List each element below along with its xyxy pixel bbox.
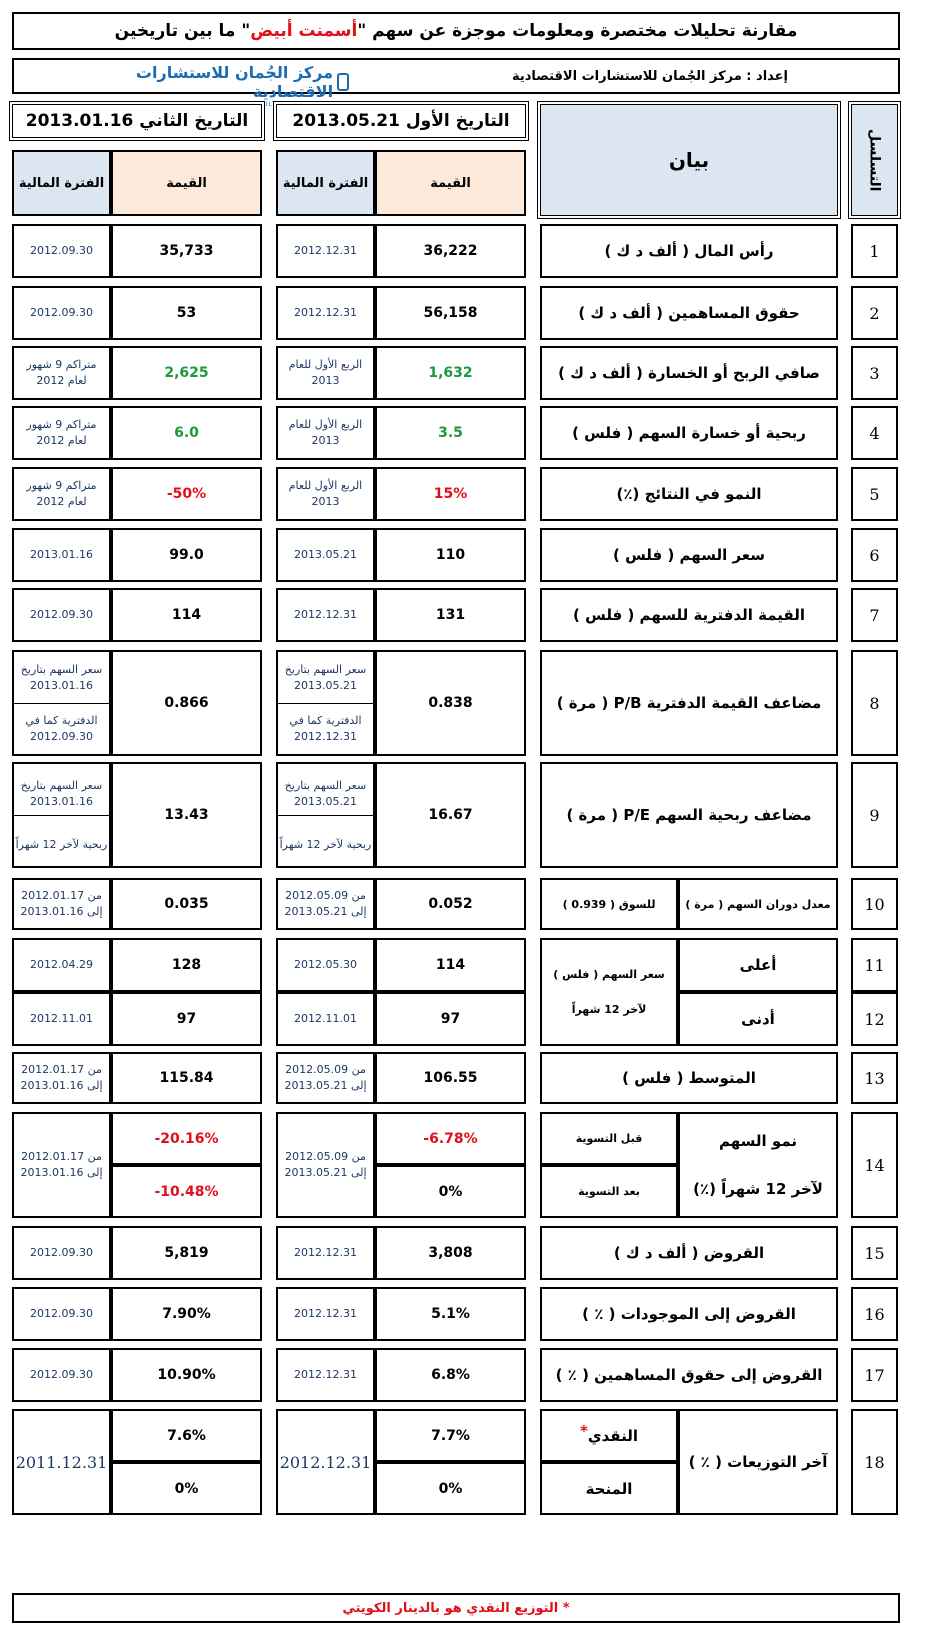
label-14 [678,1112,838,1218]
period2-4-text: متراكم 9 شهور لعام 2012 [26,418,97,447]
value2-14-a-text: -20.16% [154,1130,219,1147]
value1-17-text: 6.8% [431,1367,470,1383]
value2-15 [111,1226,262,1280]
serial-7 [851,588,898,642]
period2-2 [12,286,111,340]
serial-4 [851,406,898,460]
value1-7-text: 131 [435,607,466,623]
value2-1-text: 35,733 [159,243,214,259]
period1-8-a: سعر السهم بتاريخ 2013.05.21 [284,662,367,692]
prepared-by-bar [12,58,900,108]
date1-label: التاريخ الأول 2013.05.21 [292,111,510,131]
period1-9-b: ربحية لآخر 12 شهراً [279,837,372,851]
serial-2-text: 2 [869,303,880,323]
value1-14-b-text: 0% [438,1183,463,1200]
value2-10 [111,878,262,930]
period2-8 [12,650,111,756]
label-9 [540,762,838,868]
period2-7-text: 2012.09.30 [30,608,93,621]
period1-14-b: إلى 2013.05.21 [284,1166,367,1179]
value2-9-text: 13.43 [164,807,209,823]
value1-14-a [375,1112,526,1165]
date1-header [276,104,526,138]
period1-1-text: 2012.12.31 [294,244,357,257]
label-4 [540,406,838,460]
period2-9-b: ربحية لآخر 12 شهراً [15,837,108,851]
serial-11-text: 11 [864,955,885,975]
period2-6 [12,528,111,582]
value1-1 [375,224,526,278]
label-5 [540,467,838,521]
period1-4-text: الربع الأول للعام 2013 [288,418,363,447]
price-range-a: سعر السهم ( فلس ) [553,968,665,981]
serial-header [851,104,898,216]
period2-high-text: 2012.04.29 [30,958,93,971]
value1-13 [375,1052,526,1104]
serial-12-text: 12 [864,1009,885,1029]
value2-7 [111,588,262,642]
label-2-text: حقوق المساهمين ( ألف د ك ) [578,304,800,322]
value1-6 [375,528,526,582]
period1-8-b: الدفترية كما في 2012.12.31 [289,713,362,743]
value2-3-text: 2,625 [164,365,209,381]
period1-18-text: 2012.12.31 [279,1452,372,1472]
period2-1-text: 2012.09.30 [30,244,93,257]
period1-3-text: الربع الأول للعام 2013 [288,358,363,387]
period1-16 [276,1287,375,1341]
value2-1 [111,224,262,278]
value1-16-text: 5.1% [431,1306,470,1322]
period1-8-divider [278,703,373,704]
logo [109,63,349,108]
value-header-1: القيمة [375,150,526,216]
date2-label: التاريخ الثاني 2013.01.16 [25,111,249,131]
period2-18-text: 2011.12.31 [15,1452,108,1472]
value1-15 [375,1226,526,1280]
label-7-text: القيمة الدفترية للسهم ( فلس ) [573,606,805,624]
value2-high-text: 128 [171,957,202,973]
value2-4-text: 6.0 [174,425,199,441]
sublabel-14-a [540,1112,678,1165]
label-13-text: المتوسط ( فلس ) [622,1069,756,1087]
period2-8-a: سعر السهم بتاريخ 2013.01.16 [20,662,103,692]
title-post: " ما بين تاريخين [114,21,251,41]
label-1 [540,224,838,278]
period1-10 [276,878,375,930]
serial-15-text: 15 [864,1243,885,1263]
value1-2-text: 56,158 [423,305,478,321]
label-7 [540,588,838,642]
label-1-text: رأس المال ( ألف د ك ) [604,242,774,260]
value2-18-a-text: 7.6% [167,1427,206,1444]
period1-high-text: 2012.05.30 [294,958,357,971]
value1-18-a [375,1409,526,1462]
serial-14-text: 14 [864,1155,885,1175]
label-high [678,938,838,992]
value2-14-b-text: -10.48% [154,1183,219,1200]
value1-14-b [375,1165,526,1218]
period2-14-a: من 2012.01.17 [21,1150,102,1163]
period1-3 [276,346,375,400]
period1-5 [276,467,375,521]
sublabel-18-b [540,1462,678,1515]
period2-10-b: إلى 2013.01.16 [20,905,103,918]
value1-8-text: 0.838 [428,695,473,711]
value1-14-a-text: -6.78% [423,1130,478,1147]
serial-3 [851,346,898,400]
period1-15-text: 2012.12.31 [294,1246,357,1259]
label-8-text: مضاعف القيمة الدفترية P/B ( مرة ) [556,694,822,712]
period1-low [276,992,375,1046]
label-10-text: معدل دوران السهم ( مرة ) [685,897,831,911]
period1-low-text: 2012.11.01 [294,1012,357,1025]
label-16-text: القروض إلى الموجودات ( ٪ ) [582,1305,796,1323]
value2-13-text: 115.84 [159,1070,214,1086]
serial-1 [851,224,898,278]
sublabel-14-a-text: قبل التسوية [575,1132,643,1145]
serial-17 [851,1348,898,1402]
value2-14-a [111,1112,262,1165]
serial-15 [851,1226,898,1280]
period1-13-a: من 2012.05.09 [285,1063,366,1076]
serial-18-text: 18 [864,1452,885,1472]
value1-10 [375,878,526,930]
label-high-text: أعلى [739,956,777,974]
label-16 [540,1287,838,1341]
value1-16 [375,1287,526,1341]
period1-16-text: 2012.12.31 [294,1307,357,1320]
value2-13 [111,1052,262,1104]
period2-8-divider [14,703,109,704]
period1-8 [276,650,375,756]
logo-arabic: مركز الجُمان للاستشارات الاقتصادية [135,63,334,101]
value1-low-text: 97 [440,1011,461,1027]
date2-header [12,104,262,138]
period1-18 [276,1409,375,1515]
period1-7-text: 2012.12.31 [294,608,357,621]
period1-2-text: 2012.12.31 [294,306,357,319]
value2-17 [111,1348,262,1402]
value1-high [375,938,526,992]
period2-16 [12,1287,111,1341]
value1-4 [375,406,526,460]
label-14-b: لآخر 12 شهراً (٪) [693,1180,823,1198]
value2-low-text: 97 [176,1011,197,1027]
value2-5-text: -50% [166,486,207,502]
label-3 [540,346,838,400]
label-4-text: ربحية أو خسارة السهم ( فلس ) [572,424,806,442]
period2-9-a: سعر السهم بتاريخ 2013.01.16 [20,778,103,808]
value1-high-text: 114 [435,957,466,973]
logo-english: CONSULTANCY [241,101,297,108]
value1-15-text: 3,808 [428,1245,473,1261]
serial-18 [851,1409,898,1515]
period2-high [12,938,111,992]
value1-17 [375,1348,526,1402]
serial-14 [851,1112,898,1218]
serial-6 [851,528,898,582]
serial-17-text: 17 [864,1365,885,1385]
period2-17 [12,1348,111,1402]
prepared-by: إعداد : مركز الجُمان للاستشارات الاقتصادية [511,68,788,84]
stock-name: أسمنت أبيض [250,21,358,41]
period1-5-text: الربع الأول للعام 2013 [288,479,363,508]
serial-8-text: 8 [869,693,880,713]
period-header-1: الفترة المالية [276,150,375,216]
value2-5 [111,467,262,521]
period1-14 [276,1112,375,1218]
serial-5 [851,467,898,521]
period2-1 [12,224,111,278]
label-6-text: سعر السهم ( فلس ) [613,546,765,564]
period1-9-divider [278,815,373,816]
label-6 [540,528,838,582]
period2-10 [12,878,111,930]
sublabel-14-b-text: بعد التسوية [578,1185,640,1198]
label-15 [540,1226,838,1280]
period2-3-text: متراكم 9 شهور لعام 2012 [26,358,97,387]
price-range-b: لآخر 12 شهراً [571,1003,647,1016]
period1-7 [276,588,375,642]
period1-2 [276,286,375,340]
serial-12 [851,992,898,1046]
period2-18 [12,1409,111,1515]
label-2 [540,286,838,340]
period2-9 [12,762,111,868]
value2-8-text: 0.866 [164,695,209,711]
value1-13-text: 106.55 [423,1070,478,1086]
period-header-2: الفترة المالية [12,150,111,216]
period2-13-a: من 2012.01.17 [21,1063,102,1076]
label-18 [678,1409,838,1515]
value2-18-b-text: 0% [174,1480,199,1497]
period1-10-a: من 2012.05.09 [285,889,366,902]
value2-9 [111,762,262,868]
serial-10-text: 10 [864,894,885,914]
period1-high [276,938,375,992]
value2-7-text: 114 [171,607,202,623]
period1-6-text: 2013.05.21 [294,548,357,561]
serial-3-text: 3 [869,363,880,383]
period2-10-a: من 2012.01.17 [21,889,102,902]
period1-4 [276,406,375,460]
label-17 [540,1348,838,1402]
serial-9-text: 9 [869,805,880,825]
period2-6-text: 2013.01.16 [30,548,93,561]
value1-4-text: 3.5 [438,425,463,441]
period2-9-divider [14,815,109,816]
serial-6-text: 6 [869,545,880,565]
footnote: * التوزيع النقدي هو بالدينار الكويتي [12,1593,900,1623]
value1-18-b [375,1462,526,1515]
period2-3 [12,346,111,400]
logo-icon [337,73,349,91]
period2-14-b: إلى 2013.01.16 [20,1166,103,1179]
label-18-text: آخر التوزيعات ( ٪ ) [688,1453,828,1471]
label-14-a: نمو السهم [718,1132,798,1150]
period2-8-b: الدفترية كما في 2012.09.30 [25,713,98,743]
value2-18-a [111,1409,262,1462]
value1-5 [375,467,526,521]
label-17-text: القروض إلى حقوق المساهمين ( ٪ ) [555,1366,823,1384]
sublabel-18-b-text: المنحة [585,1479,633,1498]
period1-14-a: من 2012.05.09 [285,1150,366,1163]
label-low [678,992,838,1046]
period1-9-a: سعر السهم بتاريخ 2013.05.21 [284,778,367,808]
statement-header-label: بيان [668,148,710,172]
period1-17 [276,1348,375,1402]
label-3-text: صافي الربح أو الخسارة ( ألف د ك ) [558,364,820,382]
value1-10-text: 0.052 [428,896,473,912]
serial-10 [851,878,898,930]
serial-13-text: 13 [864,1068,885,1088]
sublabel-10-text: للسوق ( 0.939 ) [562,897,656,911]
period2-15-text: 2012.09.30 [30,1246,93,1259]
period2-17-text: 2012.09.30 [30,1368,93,1381]
page-title [12,12,900,50]
value1-7 [375,588,526,642]
serial-8 [851,650,898,756]
period2-low-text: 2012.11.01 [30,1012,93,1025]
label-9-text: مضاعف ربحية السهم P/E ( مرة ) [566,806,812,824]
value2-14-b [111,1165,262,1218]
period2-5-text: متراكم 9 شهور لعام 2012 [26,479,97,508]
period2-7 [12,588,111,642]
period2-low [12,992,111,1046]
period1-13-b: إلى 2013.05.21 [284,1079,367,1092]
serial-4-text: 4 [869,423,880,443]
label-13 [540,1052,838,1104]
value2-2-text: 53 [176,305,197,321]
serial-header-label: التسلسل [866,128,883,192]
value2-6-text: 99.0 [169,547,204,563]
value1-9 [375,762,526,868]
value2-16 [111,1287,262,1341]
period1-9 [276,762,375,868]
value2-8 [111,650,262,756]
label-8 [540,650,838,756]
period1-10-b: إلى 2013.05.21 [284,905,367,918]
value1-5-text: 15% [433,486,468,502]
period2-14 [12,1112,111,1218]
period1-1 [276,224,375,278]
period1-13 [276,1052,375,1104]
period2-16-text: 2012.09.30 [30,1307,93,1320]
value2-2 [111,286,262,340]
statement-header [540,104,838,216]
value1-9-text: 16.67 [428,807,473,823]
label-5-text: النمو في النتائج (٪) [616,485,762,503]
value2-4 [111,406,262,460]
sublabel-14-b [540,1165,678,1218]
value2-10-text: 0.035 [164,896,209,912]
value1-3-text: 1,632 [428,365,473,381]
value2-17-text: 10.90% [157,1367,216,1383]
value1-3 [375,346,526,400]
value1-18-b-text: 0% [438,1480,463,1497]
serial-7-text: 7 [869,605,880,625]
title-pre: مقارنة تحليلات مختصرة ومعلومات موجزة عن سهم " [357,21,798,41]
serial-2 [851,286,898,340]
value2-18-b [111,1462,262,1515]
label-10 [678,878,838,930]
serial-16 [851,1287,898,1341]
serial-16-text: 16 [864,1304,885,1324]
price-range-label [540,938,678,1046]
period2-13-b: إلى 2013.01.16 [20,1079,103,1092]
period2-2-text: 2012.09.30 [30,306,93,319]
value1-18-a-text: 7.7% [431,1427,470,1444]
serial-1-text: 1 [869,241,880,261]
value-header-2: القيمة [111,150,262,216]
value2-high [111,938,262,992]
label-15-text: القروض ( ألف د ك ) [613,1244,765,1262]
period1-15 [276,1226,375,1280]
value2-6 [111,528,262,582]
value2-low [111,992,262,1046]
label-low-text: أدنى [741,1010,775,1028]
period2-15 [12,1226,111,1280]
period2-4 [12,406,111,460]
period1-6 [276,528,375,582]
value2-3 [111,346,262,400]
period2-5 [12,467,111,521]
value1-2 [375,286,526,340]
period1-17-text: 2012.12.31 [294,1368,357,1381]
value1-1-text: 36,222 [423,243,478,259]
value1-low [375,992,526,1046]
value1-8 [375,650,526,756]
serial-13 [851,1052,898,1104]
serial-5-text: 5 [869,484,880,504]
sublabel-18-a [540,1409,678,1462]
serial-11 [851,938,898,992]
serial-9 [851,762,898,868]
sublabel-10 [540,878,678,930]
star-mark: * [580,1421,588,1440]
value1-6-text: 110 [435,547,466,563]
sublabel-18-a-text: النقدي [587,1426,638,1445]
value2-15-text: 5,819 [164,1245,209,1261]
value2-16-text: 7.90% [162,1306,211,1322]
period2-13 [12,1052,111,1104]
